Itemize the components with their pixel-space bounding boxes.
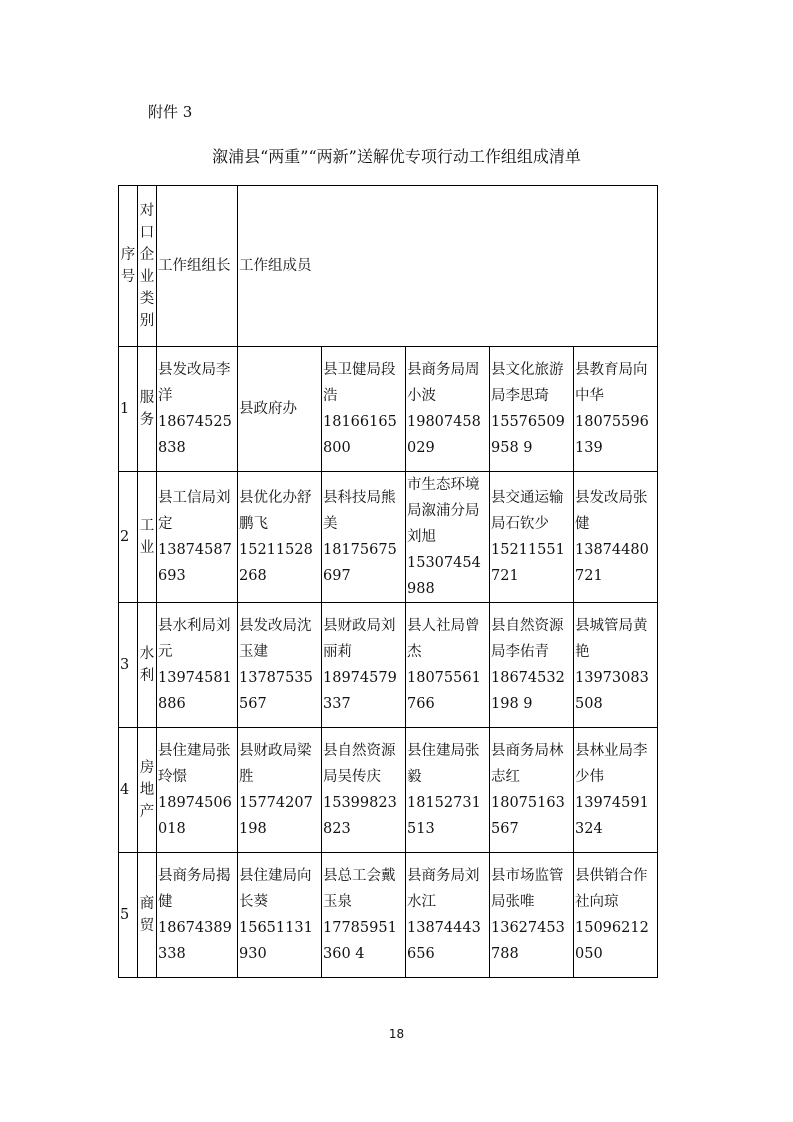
phone-number: 13787535567: [239, 670, 313, 712]
phone-number: 15211551721: [491, 542, 565, 584]
table-row: [119, 347, 658, 472]
member-cell: [406, 472, 490, 603]
document-title: 溆浦县“两重”“两新”送解优专项行动工作组组成清单: [212, 147, 581, 166]
person-name: 县水利局刘元: [158, 618, 231, 660]
header-category: 对口企业类别: [138, 186, 157, 347]
phone-number: 18075163567: [491, 795, 565, 837]
member-cell: [406, 853, 490, 978]
member-cell: [322, 853, 406, 978]
member-cell: [490, 472, 574, 603]
member-cell: [574, 853, 658, 978]
person-name: 县人社局曾杰: [407, 618, 480, 660]
row-category: 服务: [138, 347, 157, 472]
member-cell: [238, 347, 322, 472]
phone-number: 13974581886: [158, 670, 232, 712]
member-cell: [322, 472, 406, 603]
leader-cell: [157, 347, 238, 472]
phone-number: 13874587693: [158, 542, 232, 584]
member-cell: [574, 347, 658, 472]
leader-cell: [157, 728, 238, 853]
member-cell: [406, 603, 490, 728]
member-cell: [490, 603, 574, 728]
phone-number: 13874443656: [407, 920, 481, 962]
header-members: 工作组成员: [238, 186, 658, 347]
person-name: 县科技局熊美: [323, 490, 396, 532]
member-cell: [238, 853, 322, 978]
member-cell: [490, 853, 574, 978]
phone-number: 13973083508: [575, 670, 649, 712]
leader-cell: [157, 472, 238, 603]
person-name: 县交通运输局石钦少: [491, 490, 564, 532]
phone-number: 18075596139: [575, 414, 649, 456]
person-name: 市生态环境局溆浦分局刘旭: [407, 477, 480, 545]
person-name: 县总工会戴玉泉: [323, 868, 396, 910]
attachment-label: 附件 3: [148, 103, 193, 121]
person-name: 县商务局揭健: [158, 868, 231, 910]
table-row: [119, 728, 658, 853]
member-cell: [490, 347, 574, 472]
person-name: 县文化旅游局李思琦: [491, 362, 564, 404]
phone-number: 18674525838: [158, 414, 232, 456]
person-name: 县自然资源局吴传庆: [323, 743, 396, 785]
person-name: 县教育局向中华: [575, 362, 648, 404]
phone-number: 15211528268: [239, 542, 313, 584]
row-seq: 3: [119, 603, 138, 728]
person-name: 县林业局李少伟: [575, 743, 648, 785]
person-name: 县商务局林志红: [491, 743, 564, 785]
table-row: [119, 603, 658, 728]
member-cell: [322, 603, 406, 728]
work-group-table: [118, 185, 658, 978]
person-name: 县财政局梁胜: [239, 743, 312, 785]
person-name: 县市场监管局张唯: [491, 868, 564, 910]
row-seq: 2: [119, 472, 138, 603]
table-row: [119, 853, 658, 978]
person-name: 县住建局向长葵: [239, 868, 312, 910]
phone-number: 18674532198 9: [491, 670, 565, 712]
phone-number: 13627453788: [491, 920, 565, 962]
member-cell: [406, 728, 490, 853]
row-category: 房地产: [138, 728, 157, 853]
member-cell: [574, 728, 658, 853]
phone-number: 18974579337: [323, 670, 397, 712]
phone-number: 15096212050: [575, 920, 649, 962]
person-name: 县优化办舒鹏飞: [239, 490, 312, 532]
table-row: [119, 472, 658, 603]
row-category: 水利: [138, 603, 157, 728]
phone-number: 18674389338: [158, 920, 232, 962]
phone-number: 15576509958 9: [491, 414, 565, 456]
phone-number: 15399823823: [323, 795, 397, 837]
row-seq: 5: [119, 853, 138, 978]
person-name: 县发改局沈玉建: [239, 618, 312, 660]
member-cell: [322, 728, 406, 853]
header-leader: 工作组组长: [157, 186, 238, 347]
phone-number: 18974506018: [158, 795, 232, 837]
person-name: 县城管局黄艳: [575, 618, 648, 660]
phone-number: 18175675697: [323, 542, 397, 584]
phone-number: 15307454988: [407, 555, 481, 597]
person-name: 县住建局张玲憬: [158, 743, 231, 785]
phone-number: 13974591324: [575, 795, 649, 837]
phone-number: 15774207198: [239, 795, 313, 837]
row-seq: 4: [119, 728, 138, 853]
person-name: 县供销合作社向琼: [575, 868, 648, 910]
phone-number: 19807458029: [407, 414, 481, 456]
member-cell: [238, 472, 322, 603]
table-header-row: [119, 186, 658, 347]
phone-number: 18152731513: [407, 795, 481, 837]
member-cell: [490, 728, 574, 853]
page-number: 18: [388, 1027, 405, 1041]
member-cell: [574, 472, 658, 603]
phone-number: 15651131930: [239, 920, 313, 962]
person-name: 县卫健局段浩: [323, 362, 396, 404]
member-cell: [322, 347, 406, 472]
person-name: 县发改局张健: [575, 490, 648, 532]
phone-number: 13874480721: [575, 542, 649, 584]
person-name: 县工信局刘定: [158, 490, 231, 532]
member-cell: [574, 603, 658, 728]
phone-number: 17785951360 4: [323, 920, 397, 962]
row-category: 商贸: [138, 853, 157, 978]
person-name: 县商务局周小波: [407, 362, 480, 404]
person-name: 县商务局刘水江: [407, 868, 480, 910]
member-cell: [406, 347, 490, 472]
person-name: 县财政局刘丽莉: [323, 618, 396, 660]
person-name: 县发改局李洋: [158, 362, 231, 404]
row-seq: 1: [119, 347, 138, 472]
leader-cell: [157, 603, 238, 728]
phone-number: 18166165800: [323, 414, 397, 456]
person-name: 县自然资源局李佑青: [491, 618, 564, 660]
row-category: 工业: [138, 472, 157, 603]
person-name: 县住建局张毅: [407, 743, 480, 785]
member-cell: [238, 603, 322, 728]
leader-cell: [157, 853, 238, 978]
person-name: 县政府办: [239, 401, 297, 417]
member-cell: [238, 728, 322, 853]
header-seq: 序号: [119, 186, 138, 347]
phone-number: 18075561766: [407, 670, 481, 712]
